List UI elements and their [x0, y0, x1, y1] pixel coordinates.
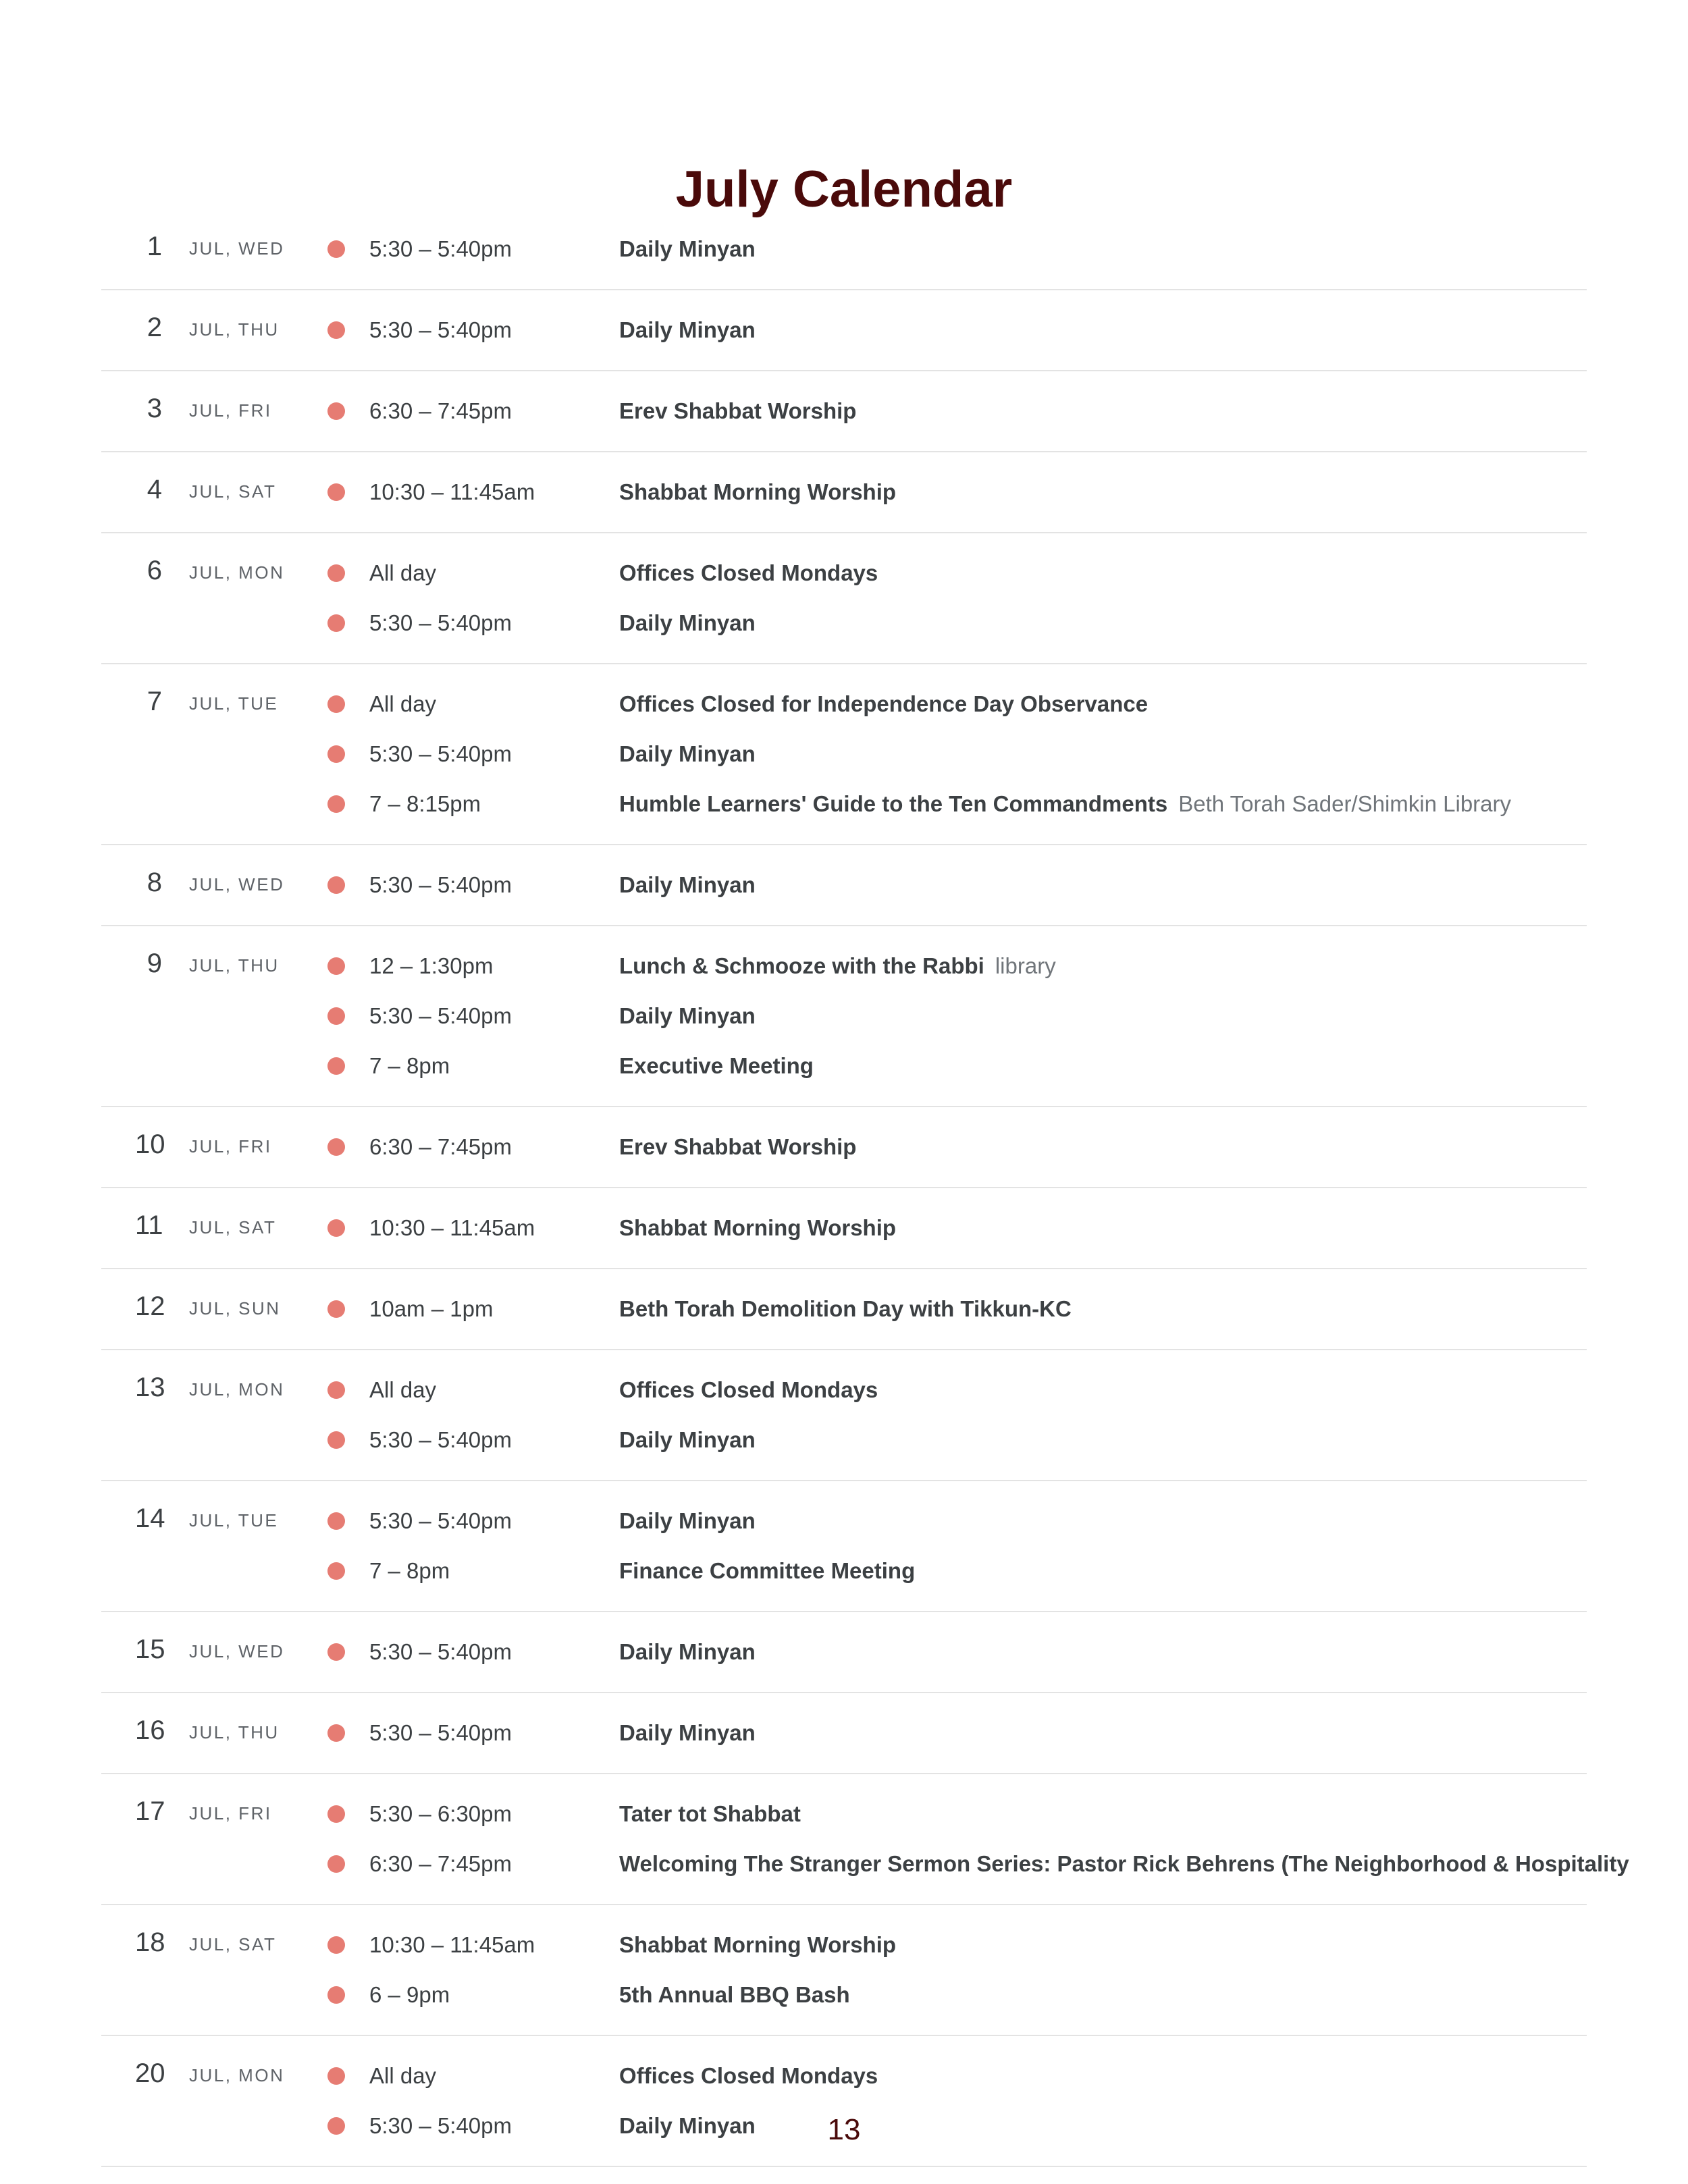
- day-number: 1: [147, 232, 162, 261]
- event-time: 5:30 – 5:40pm: [369, 317, 512, 342]
- event-dot-icon: [327, 1138, 345, 1156]
- event-title-group: [619, 1041, 814, 1091]
- day-number: 15: [135, 1634, 165, 1664]
- day-row: [101, 1774, 1629, 1905]
- event-list: [327, 679, 1587, 829]
- event-list: [327, 1365, 1587, 1465]
- event-time: 5:30 – 5:40pm: [369, 236, 512, 261]
- event-dot-icon: [327, 1381, 345, 1399]
- event-title-group: [619, 1839, 1629, 1889]
- event-time: 5:30 – 5:40pm: [369, 2113, 512, 2138]
- event-list: [327, 305, 1587, 355]
- day-label: JUL, SUN: [189, 1298, 281, 1319]
- event-time: 10:30 – 11:45am: [369, 1215, 535, 1240]
- event-item[interactable]: [327, 1122, 1587, 1172]
- event-item[interactable]: [327, 1041, 1587, 1091]
- event-title: Lunch & Schmooze with the Rabbi: [619, 953, 984, 978]
- event-title-group: [619, 1627, 756, 1677]
- event-title-group: [619, 1496, 756, 1546]
- event-title: 5th Annual BBQ Bash: [619, 1982, 850, 2007]
- event-dot-icon: [327, 1855, 345, 1873]
- event-title: Finance Committee Meeting: [619, 1558, 916, 1583]
- event-title: Daily Minyan: [619, 1639, 756, 1664]
- day-number: 20: [135, 2058, 165, 2088]
- event-dot-icon: [327, 564, 345, 582]
- event-item[interactable]: [327, 1839, 1629, 1889]
- event-title: Daily Minyan: [619, 236, 756, 261]
- day-row: [101, 371, 1587, 452]
- event-title-group: [619, 386, 856, 436]
- event-dot-icon: [327, 2067, 345, 2085]
- event-dot-icon: [327, 240, 345, 258]
- day-number: 14: [135, 1503, 165, 1533]
- event-time: 5:30 – 5:40pm: [369, 741, 512, 766]
- event-time: 10am – 1pm: [369, 1296, 494, 1321]
- event-location: library: [995, 953, 1056, 978]
- event-dot-icon: [327, 957, 345, 975]
- event-dot-icon: [327, 321, 345, 339]
- event-title-group: [619, 1122, 856, 1172]
- day-row: [101, 1350, 1587, 1481]
- event-dot-icon: [327, 795, 345, 813]
- event-list: [327, 1284, 1587, 1334]
- event-title-group: [619, 467, 896, 517]
- event-title: Offices Closed Mondays: [619, 1377, 878, 1402]
- event-time: 6:30 – 7:45pm: [369, 1134, 512, 1159]
- event-title: Daily Minyan: [619, 741, 756, 766]
- event-time: 5:30 – 5:40pm: [369, 1639, 512, 1664]
- event-list: [327, 1627, 1587, 1677]
- event-dot-icon: [327, 1219, 345, 1237]
- event-title-group: [619, 548, 878, 598]
- event-item[interactable]: [327, 1284, 1587, 1334]
- event-title: Offices Closed Mondays: [619, 2063, 878, 2088]
- day-number: 17: [135, 1796, 165, 1826]
- event-item[interactable]: [327, 991, 1587, 1041]
- day-number: 3: [147, 394, 162, 423]
- day-label: JUL, FRI: [189, 1136, 272, 1156]
- event-dot-icon: [327, 1643, 345, 1661]
- day-number: 4: [147, 475, 162, 504]
- event-list: [327, 386, 1587, 436]
- event-title: Offices Closed for Independence Day Observance: [619, 691, 1149, 716]
- event-item[interactable]: [327, 224, 1587, 274]
- day-number: 6: [147, 556, 162, 585]
- day-row: [101, 533, 1587, 664]
- event-item[interactable]: [327, 779, 1587, 829]
- page-number: 13: [827, 2113, 861, 2146]
- event-title: Daily Minyan: [619, 610, 756, 635]
- event-time: 6 – 9pm: [369, 1982, 450, 2007]
- event-dot-icon: [327, 1057, 345, 1075]
- day-row: [101, 1188, 1587, 1269]
- day-label: JUL, MON: [189, 2065, 285, 2085]
- event-title-group: [619, 941, 1056, 991]
- event-title: Tater tot Shabbat: [619, 1801, 801, 1826]
- event-item[interactable]: [327, 941, 1587, 991]
- event-list: [327, 224, 1587, 274]
- event-time: 7 – 8:15pm: [369, 791, 481, 816]
- event-dot-icon: [327, 745, 345, 763]
- day-number: 12: [135, 1291, 165, 1321]
- day-label: JUL, SAT: [189, 1934, 277, 1954]
- event-time: 5:30 – 5:40pm: [369, 1427, 512, 1452]
- day-label: JUL, MON: [189, 1379, 285, 1400]
- event-dot-icon: [327, 1300, 345, 1318]
- event-item[interactable]: [327, 860, 1587, 910]
- event-title: Daily Minyan: [619, 317, 756, 342]
- event-item[interactable]: [327, 2051, 1587, 2101]
- day-number: 7: [147, 687, 162, 716]
- day-label: JUL, WED: [189, 238, 285, 259]
- event-item[interactable]: [327, 1546, 1587, 1596]
- event-dot-icon: [327, 1936, 345, 1954]
- event-time: 5:30 – 5:40pm: [369, 610, 512, 635]
- event-list: [327, 1920, 1587, 2020]
- event-dot-icon: [327, 876, 345, 894]
- event-time: 5:30 – 5:40pm: [369, 1003, 512, 1028]
- event-item[interactable]: [327, 1365, 1587, 1415]
- event-time: All day: [369, 560, 437, 585]
- event-title-group: [619, 1415, 756, 1465]
- event-title-group: [619, 1789, 801, 1839]
- event-item[interactable]: [327, 1789, 1587, 1839]
- event-title: Shabbat Morning Worship: [619, 479, 897, 504]
- event-title: Offices Closed Mondays: [619, 560, 878, 585]
- event-list: [327, 548, 1587, 648]
- event-title-group: [619, 860, 756, 910]
- day-number: 13: [135, 1373, 165, 1402]
- event-title: Shabbat Morning Worship: [619, 1215, 897, 1240]
- event-time: 7 – 8pm: [369, 1053, 450, 1078]
- event-title-group: [619, 1365, 878, 1415]
- event-dot-icon: [327, 402, 345, 420]
- event-dot-icon: [327, 1986, 345, 2004]
- event-title: Daily Minyan: [619, 1720, 756, 1745]
- day-row: [101, 1269, 1587, 1350]
- event-list: [327, 941, 1587, 1091]
- day-label: JUL, FRI: [189, 400, 272, 421]
- day-row: [101, 1693, 1587, 1774]
- day-row: [101, 926, 1587, 1107]
- day-label: JUL, THU: [189, 955, 280, 976]
- event-item[interactable]: [327, 1496, 1587, 1546]
- event-dot-icon: [327, 1007, 345, 1025]
- event-dot-icon: [327, 1431, 345, 1449]
- event-title-group: [619, 991, 756, 1041]
- day-row: [101, 845, 1587, 926]
- event-item[interactable]: [327, 386, 1587, 436]
- event-title-group: [619, 224, 756, 274]
- event-title: Erev Shabbat Worship: [619, 1134, 857, 1159]
- event-list: [327, 1203, 1587, 1253]
- event-title: Shabbat Morning Worship: [619, 1932, 897, 1957]
- event-item[interactable]: [327, 467, 1587, 517]
- event-dot-icon: [327, 1805, 345, 1823]
- day-row: [101, 664, 1587, 845]
- event-time: 10:30 – 11:45am: [369, 1932, 535, 1957]
- event-dot-icon: [327, 614, 345, 632]
- event-time: All day: [369, 2063, 437, 2088]
- event-item[interactable]: [327, 1203, 1587, 1253]
- event-item[interactable]: [327, 305, 1587, 355]
- event-item[interactable]: [327, 1415, 1587, 1465]
- event-title: Erev Shabbat Worship: [619, 398, 857, 423]
- event-title-group: [619, 1203, 896, 1253]
- event-title-group: [619, 2051, 878, 2101]
- event-title: Daily Minyan: [619, 1427, 756, 1452]
- day-row: [101, 2036, 1587, 2167]
- day-label: JUL, WED: [189, 1641, 285, 1661]
- day-number: 10: [135, 1129, 165, 1159]
- event-title: Daily Minyan: [619, 872, 756, 897]
- event-time: 12 – 1:30pm: [369, 953, 494, 978]
- event-time: 7 – 8pm: [369, 1558, 450, 1583]
- event-title-group: [619, 1920, 896, 1970]
- event-time: 10:30 – 11:45am: [369, 479, 535, 504]
- event-dot-icon: [327, 483, 345, 501]
- event-dot-icon: [327, 1724, 345, 1742]
- day-row: [101, 1612, 1587, 1693]
- event-title-group: [619, 729, 756, 779]
- event-item[interactable]: [327, 1970, 1587, 2020]
- event-item[interactable]: [327, 598, 1587, 648]
- day-number: 9: [147, 949, 162, 978]
- day-row: [101, 290, 1587, 371]
- day-label: JUL, SAT: [189, 1217, 277, 1237]
- event-time: 6:30 – 7:45pm: [369, 1851, 512, 1876]
- day-row: [101, 209, 1587, 290]
- day-number: 16: [135, 1715, 165, 1745]
- event-time: 5:30 – 5:40pm: [369, 872, 512, 897]
- day-label: JUL, THU: [189, 319, 280, 340]
- day-number: 8: [147, 868, 162, 897]
- day-row: [101, 1107, 1587, 1188]
- event-time: 5:30 – 5:40pm: [369, 1720, 512, 1745]
- day-label: JUL, FRI: [189, 1803, 272, 1823]
- event-title-group: [619, 598, 756, 648]
- event-title: Daily Minyan: [619, 1003, 756, 1028]
- event-time: 5:30 – 6:30pm: [369, 1801, 512, 1826]
- event-list: [327, 1789, 1629, 1889]
- event-time: All day: [369, 691, 437, 716]
- day-label: JUL, TUE: [189, 693, 279, 714]
- day-row: [101, 452, 1587, 533]
- event-title: Welcoming The Stranger Sermon Series: Pastor Rick Behrens (The Neighborhood & Hospitality: [619, 1851, 1629, 1876]
- event-dot-icon: [327, 1562, 345, 1580]
- event-item[interactable]: [327, 679, 1587, 729]
- day-number: 18: [135, 1927, 165, 1957]
- event-time: All day: [369, 1377, 437, 1402]
- day-row: [101, 1481, 1587, 1612]
- event-list: [327, 1708, 1587, 1758]
- event-title-group: [619, 1546, 915, 1596]
- event-dot-icon: [327, 1512, 345, 1530]
- event-list: [327, 1122, 1587, 1172]
- event-title: Daily Minyan: [619, 1508, 756, 1533]
- event-item[interactable]: [327, 1627, 1587, 1677]
- event-title: Humble Learners' Guide to the Ten Commandments: [619, 791, 1168, 816]
- day-label: JUL, TUE: [189, 1510, 279, 1530]
- event-item[interactable]: [327, 548, 1587, 598]
- day-label: JUL, THU: [189, 1722, 280, 1742]
- event-title-group: [619, 1970, 850, 2020]
- event-dot-icon: [327, 695, 345, 713]
- event-title-group: [619, 679, 1148, 729]
- event-location: Beth Torah Sader/Shimkin Library: [1178, 791, 1512, 816]
- event-title: Beth Torah Demolition Day with Tikkun-KC: [619, 1296, 1072, 1321]
- event-title-group: [619, 1708, 756, 1758]
- event-item[interactable]: [327, 729, 1587, 779]
- calendar-list: [101, 209, 1629, 2138]
- event-list: [327, 860, 1587, 910]
- event-title-group: [619, 779, 1511, 829]
- event-title: Executive Meeting: [619, 1053, 814, 1078]
- page-title: July Calendar: [675, 160, 1013, 218]
- day-number: 2: [147, 313, 162, 342]
- event-list: [327, 467, 1587, 517]
- event-item[interactable]: [327, 1708, 1587, 1758]
- event-time: 6:30 – 7:45pm: [369, 398, 512, 423]
- day-label: JUL, MON: [189, 562, 285, 583]
- day-number: 11: [135, 1210, 163, 1240]
- event-title: Daily Minyan: [619, 2113, 756, 2138]
- event-title-group: [619, 1284, 1072, 1334]
- day-label: JUL, WED: [189, 874, 285, 895]
- event-item[interactable]: [327, 1920, 1587, 1970]
- day-row: [101, 1905, 1587, 2036]
- event-time: 5:30 – 5:40pm: [369, 1508, 512, 1533]
- event-list: [327, 1496, 1587, 1596]
- event-title-group: [619, 305, 756, 355]
- day-label: JUL, SAT: [189, 481, 277, 502]
